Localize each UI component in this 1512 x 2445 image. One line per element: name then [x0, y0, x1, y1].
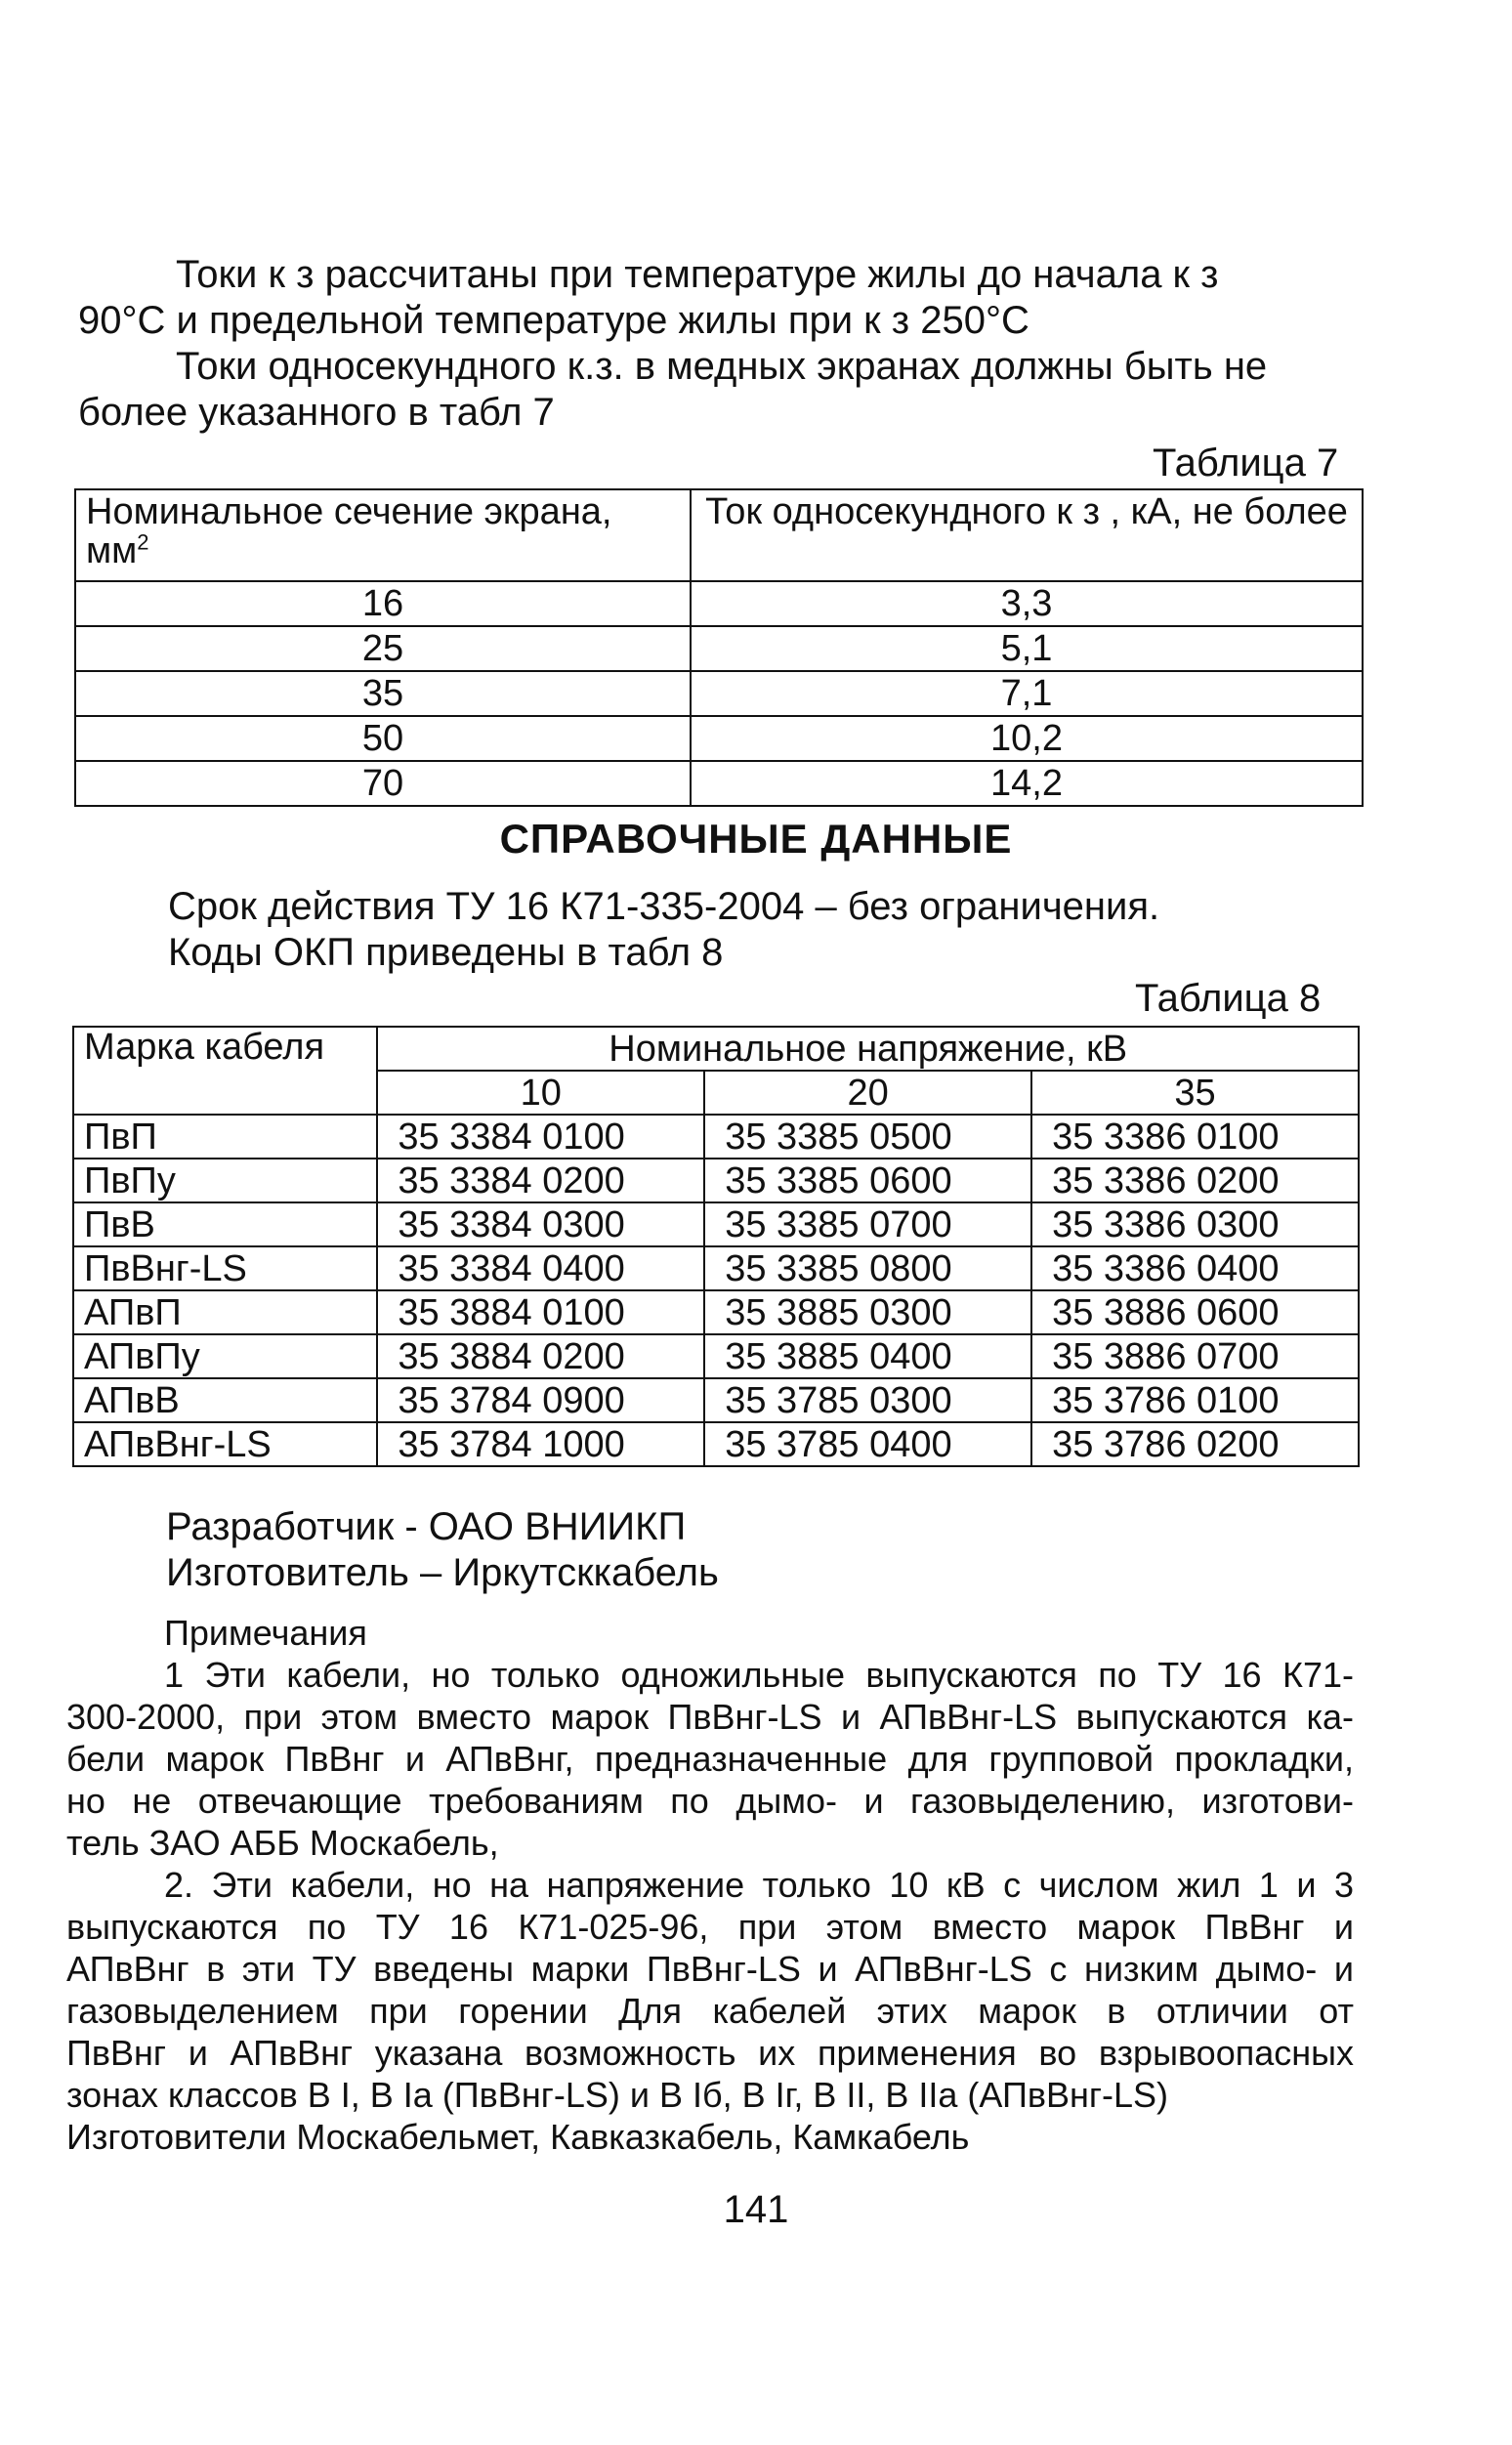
code-cell: 35 3384 0200 — [377, 1159, 704, 1202]
table8 — [72, 1026, 1360, 1467]
header-section-label: Номинальное сечение экрана, — [86, 491, 612, 532]
code-cell: 35 3386 0300 — [1031, 1202, 1359, 1246]
current-cell: 3,3 — [691, 581, 1363, 626]
code-cell: 35 3886 0600 — [1031, 1290, 1359, 1334]
section-heading: СПРАВОЧНЫЕ ДАННЫЕ — [499, 816, 1013, 862]
mark-cell: АПвП — [73, 1290, 377, 1334]
intro-line: Токи к з рассчитаны при температуре жилы до начала к з — [176, 253, 1219, 296]
table7-caption: Таблица 7 — [1153, 442, 1339, 485]
table-row — [73, 1159, 1359, 1202]
table-row — [75, 716, 1363, 761]
note-line: ПвВнг и АПвВнг указана возможность их применения во взрывоопасных — [66, 2033, 1354, 2073]
note-line: зонах классов В I, В Ia (ПвВнг-LS) и В Iб, В Iг, В II, В IIa (АПвВнг-LS) — [66, 2075, 1169, 2115]
table-row — [73, 1334, 1359, 1378]
current-cell: 7,1 — [691, 671, 1363, 716]
current-cell: 14,2 — [691, 761, 1363, 806]
manufacturer-line: Изготовитель – Иркутсккабель — [166, 1551, 719, 1594]
note-line: газовыделением при горении Для кабелей этих марок в отличии от — [66, 1991, 1354, 2031]
note-line: 2. Эти кабели, но на напряжение только 10 кВ с числом жил 1 и 3 — [164, 1865, 1354, 1905]
code-cell: 35 3385 0600 — [704, 1159, 1031, 1202]
code-cell: 35 3385 0800 — [704, 1246, 1031, 1290]
intro-line: 90°С и предельной температуре жилы при к з 250°С — [78, 299, 1029, 342]
table8-header-mark: Марка кабеля — [73, 1027, 377, 1115]
voltage-header-cell: 35 — [1031, 1071, 1359, 1115]
mark-cell: АПвПу — [73, 1334, 377, 1378]
table-row — [73, 1202, 1359, 1246]
header-section-unit: мм — [86, 530, 138, 571]
reference-line: Коды ОКП приведены в табл 8 — [168, 931, 724, 974]
code-cell: 35 3784 1000 — [377, 1422, 704, 1466]
code-cell: 35 3884 0200 — [377, 1334, 704, 1378]
table-row — [73, 1115, 1359, 1159]
table-row — [73, 1246, 1359, 1290]
table-row — [75, 626, 1363, 671]
note-line: АПвВнг в эти ТУ введены марки ПвВнг-LS и АПвВнг-LS с низким дымо- и — [66, 1949, 1354, 1989]
intro-paragraph — [78, 252, 1367, 436]
reference-paragraph — [168, 884, 1457, 976]
table-row — [73, 1378, 1359, 1422]
current-cell: 10,2 — [691, 716, 1363, 761]
code-cell: 35 3886 0700 — [1031, 1334, 1359, 1378]
table8-header-voltage: Номинальное напряжение, кВ — [377, 1027, 1359, 1071]
mark-cell: ПвВ — [73, 1202, 377, 1246]
table-row — [75, 761, 1363, 806]
code-cell: 35 3784 0900 — [377, 1378, 704, 1422]
mark-cell: АПвВнг-LS — [73, 1422, 377, 1466]
note-line: но не отвечающие требованиям по дымо- и газовыделению, изготови- — [66, 1781, 1354, 1821]
code-cell: 35 3386 0200 — [1031, 1159, 1359, 1202]
code-cell: 35 3786 0200 — [1031, 1422, 1359, 1466]
note-line: тель ЗАО АББ Москабель, — [66, 1823, 499, 1863]
table-row — [73, 1290, 1359, 1334]
code-cell: 35 3385 0500 — [704, 1115, 1031, 1159]
code-cell: 35 3386 0100 — [1031, 1115, 1359, 1159]
table-header-row — [73, 1027, 1359, 1071]
section-cell: 50 — [75, 716, 691, 761]
mark-cell: ПвП — [73, 1115, 377, 1159]
mark-cell: ПвПу — [73, 1159, 377, 1202]
mark-cell: ПвВнг-LS — [73, 1246, 377, 1290]
notes-section — [66, 1612, 1354, 2158]
table-row — [75, 581, 1363, 626]
code-cell: 35 3785 0400 — [704, 1422, 1031, 1466]
table-row — [73, 1422, 1359, 1466]
code-cell: 35 3384 0400 — [377, 1246, 704, 1290]
note-line: 1 Эти кабели, но только одножильные выпускаются по ТУ 16 К71- — [164, 1655, 1354, 1695]
table7 — [74, 488, 1364, 807]
reference-line: Срок действия ТУ 16 К71-335-2004 – без ограничения. — [168, 885, 1160, 928]
voltage-header-cell: 20 — [704, 1071, 1031, 1115]
header-section-unit-sup: 2 — [137, 529, 149, 555]
table-header-row — [75, 489, 1363, 581]
table7-header-current: Ток односекундного к з , кА, не более — [691, 489, 1363, 581]
note-line: выпускаются по ТУ 16 К71-025-96, при этом вместо марок ПвВнг и — [66, 1907, 1354, 1947]
table8-caption: Таблица 8 — [1135, 977, 1322, 1020]
notes-title: Примечания — [164, 1613, 367, 1653]
code-cell: 35 3786 0100 — [1031, 1378, 1359, 1422]
voltage-header-cell: 10 — [377, 1071, 704, 1115]
section-cell: 70 — [75, 761, 691, 806]
credits-paragraph — [166, 1504, 1455, 1596]
table7-header-section — [75, 489, 691, 581]
note-line: Изготовители Москабельмет, Кавказкабель, Камкабель — [66, 2117, 970, 2157]
code-cell: 35 3885 0400 — [704, 1334, 1031, 1378]
section-cell: 16 — [75, 581, 691, 626]
code-cell: 35 3384 0300 — [377, 1202, 704, 1246]
code-cell: 35 3785 0300 — [704, 1378, 1031, 1422]
table-row — [75, 671, 1363, 716]
developer-line: Разработчик - ОАО ВНИИКП — [166, 1505, 687, 1548]
intro-line: более указанного в табл 7 — [78, 391, 555, 434]
current-cell: 5,1 — [691, 626, 1363, 671]
code-cell: 35 3885 0300 — [704, 1290, 1031, 1334]
page-number: 141 — [723, 2188, 789, 2231]
note-line: бели марок ПвВнг и АПвВнг, предназначенные для групповой прокладки, — [66, 1739, 1354, 1779]
intro-line: Токи односекундного к.з. в медных экранах должны быть не — [176, 345, 1268, 388]
note-line: 300-2000, при этом вместо марок ПвВнг-LS и АПвВнг-LS выпускаются ка- — [66, 1697, 1354, 1737]
section-cell: 25 — [75, 626, 691, 671]
code-cell: 35 3384 0100 — [377, 1115, 704, 1159]
code-cell: 35 3884 0100 — [377, 1290, 704, 1334]
section-cell: 35 — [75, 671, 691, 716]
mark-cell: АПвВ — [73, 1378, 377, 1422]
code-cell: 35 3385 0700 — [704, 1202, 1031, 1246]
code-cell: 35 3386 0400 — [1031, 1246, 1359, 1290]
